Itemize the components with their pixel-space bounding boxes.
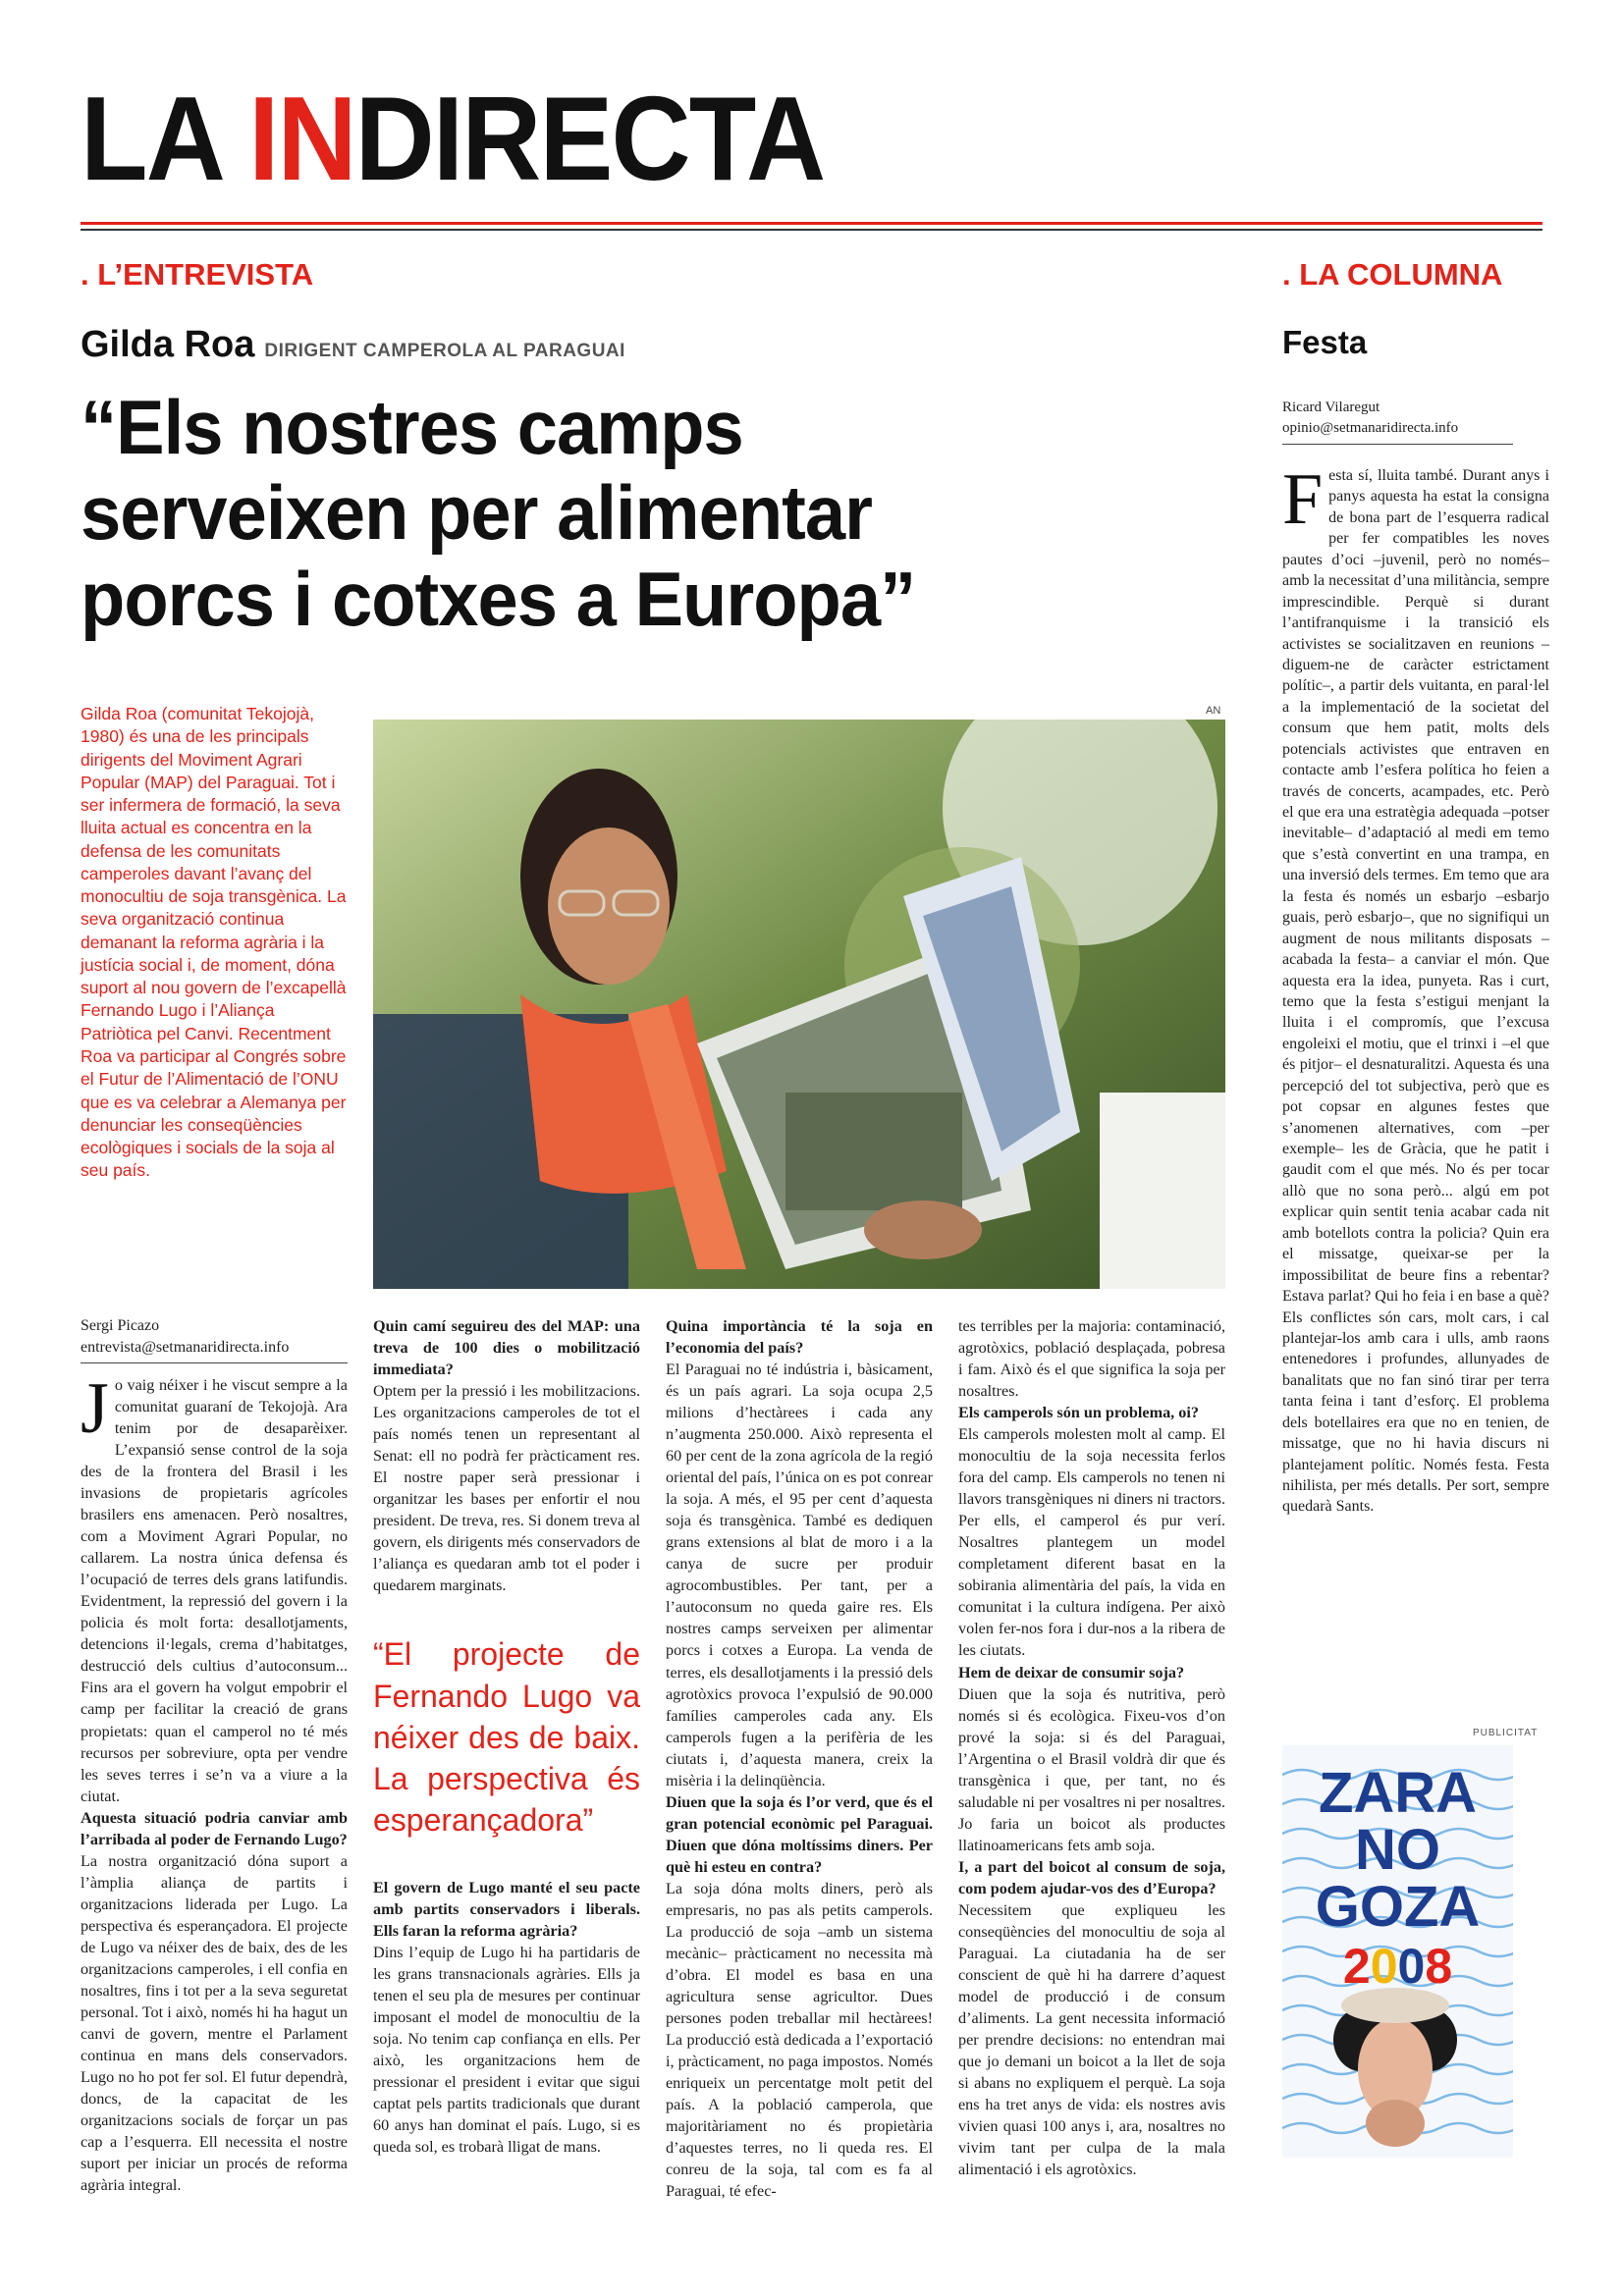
interview-column-1 [81,1368,348,2196]
ad-line-2: NO [1355,1818,1440,1882]
answer-paragraph: La soja dóna molts diners, però als empresaris, no pas als petits camperols. La producció de soja –amb un sistema mecànic– pràcticament no necessita mà d’obra. El model es basa en una agricultura sense agricultor. Dues persones poden treballar mil hectàrees! La producció està dedicada a l’exportació i, pràcticament, no paga impostos. Només enriqueix un percentatge molt petit del país. A la població camperola, que majoritàriament no és propietària d’aquestes terres, no li queda res. El conreu de la soja, tal com es fa al Paraguai, té efec- [666,1879,933,2201]
interview-author: Sergi Picazo [81,1317,160,1334]
ad-year-text [1343,1939,1452,1994]
interview-column-2 [373,1315,640,2158]
answer-paragraph: Els camperols molesten molt al camp. El monocultiu de la soja necessita ferlos fora del camp. Els camperols no tenen ni llavors transgèniques ni diners ni tractors. Per ells, el camperol és pur verí. Nosaltres plantegem un model completament diferent basat en la sobirania alimentària del país, la vida en comunitat i la cultura indígena. Per això volen fer-nos fora i dur-nos a la ribera de les ciutats. [958,1425,1225,1660]
ad-year-digit: 0 [1370,1939,1398,1994]
masthead-highlight: IN [248,72,355,205]
answer-paragraph: Optem per la pressió i les mobilitzacions. Les organitzacions camperoles de tot el país només tenen un representant al Senat: ell no podrà fer pràcticament res. El nostre paper serà pressionar i organitzar les bases per enfortir el nou president. De treva, res. Si donem treva al govern, els dirigents més conservadors de l’aliança es quedaran amb tot el poder i quedarem marginats. [373,1382,640,1595]
interviewee-role: DIRIGENT CAMPEROLA AL PARAGUAI [264,341,625,361]
section-column: . LA COLUMNA [1282,257,1503,292]
ad-title [1282,1761,1513,1939]
ad-year-digit: 2 [1342,1939,1371,1994]
interviewee-name: Gilda Roa [81,324,255,365]
answer-paragraph: tes terribles per la majoria: contaminació, agrotòxics, població desplaçada, pobresa i fam. Això és el que significa la soja per nosaltres. [958,1317,1225,1401]
answer-paragraph: Necessitem que expliqueu les conseqüències del monocultiu de soja al Paraguai. La ciutadania ha de ser conscient de què hi ha darrere d’aquest model de producció i de consum d’aliments. La gent necessita informació per prendre decisions: no entendran mai que jo demani un boicot a la llet de soja si abans no expliquem el perquè. La soja ens ha tret anys de vida: els nostres avis vivien quasi 100 anys i, ara, nosaltres no vivim tant per culpa de la mala alimentació i els agrotòxics. [958,1900,1225,2179]
column-dropcap: F [1282,459,1324,540]
column-title: Festa [1282,324,1368,360]
question: Diuen que la soja és l’or verd, que és el gran potencial econòmic pel Paraguai. Diuen que dóna moltíssims diners. Per què hi esteu en contra? [666,1792,933,1876]
question: Els camperols són un problema, oi? [958,1404,1199,1422]
dropcap: J [81,1368,109,1449]
question: Aquesta situació podria canviar amb l’arribada al poder de Fernando Lugo? [81,1808,348,1848]
interviewee-line [81,324,625,366]
headline-line-1: “Els nostres camps [81,384,743,470]
column-author-email: opinio@setmanaridirecta.info [1282,420,1459,436]
intro-text: Gilda Roa (comunitat Tekojojà, 1980) és una de les principals dirigents del Moviment Agrari Popular (MAP) del Paraguai. Tot i ser infermera de formació, la seva lluita actual es concentra en la defensa de les comunitats camperoles davant l’avanç del monocultiu de soja transgènica. La seva organització continua demanant la reforma agrària i la justícia social i, de moment, dóna suport al nou govern de l’excapellà Fernando Lugo i l’Aliança Patriòtica pel Canvi. Recentment Roa va participar al Congrés sobre el Futur de l’Alimentació de l’ONU que es va celebrar a Alemanya per denunciar les conseqüències ecològiques i socials de la soja al seu país. [81,704,347,1181]
headline-line-2: serveixen per alimentar [81,469,873,557]
masthead-rule-red [81,222,1542,225]
question: Quin camí seguireu des del MAP: una treva de 100 dies o mobilització immediata? [373,1317,640,1379]
pull-quote: “El projecte de Fernando Lugo va néixer des de baix. La perspectiva és esperançadora” [373,1636,640,1839]
masthead-part3: DIRECTA [354,72,825,205]
answer-paragraph: o vaig néixer i he viscut sempre a la comunitat guaraní de Tekojojà. Ara tenim por de desaparèixer. L’expansió sense control de la soja des de la frontera del Brasil i les invasions de propietaris agrícoles brasilers ens amenacen. Però nosaltres, com a Moviment Agrari Popular, no callarem. La nostra única defensa és l’ocupació de terres dels grans latifundis. Evidentment, la repressió del govern i la policia és molt forta: desallotjaments, detencions il·legals, crema d’habitatges, destrucció dels cultius d’autoconsum... Fins ara el govern ha volgut empobrir el camp per facilitar la creació de grans propietats: quan el camperol no té més recursos per sobreviure, opta per vendre les seves terres i se’n va a viure a la ciutat. [81,1376,348,1805]
ad-line-1: ZARA [1318,1761,1478,1825]
masthead-logo [81,72,825,205]
ad-line-3: GOZA [1315,1875,1481,1939]
interview-photo [373,720,1225,1289]
ad-year-digit: 0 [1397,1939,1426,1994]
interview-column-3 [666,1315,933,2202]
photo-credit: AN [1206,705,1221,717]
ad-zara-no-goza[interactable] [1282,1745,1513,2158]
answer-paragraph: El Paraguai no té indústria i, bàsicament, és un país agrari. La soja ocupa 2,5 milions d’hectàrees i cada any n’augmenta 250.000. Això representa el 60 per cent de la zona agrícola de la regió oriental del país, l’única on es pot conrear la soja. A més, el 95 per cent d’aquesta soja és transgènica. També es dediquen grans extensions al blat de moro i a la canya de sucre per produir agrocombustibles. Per tant, per a l’autoconsum no queda gaire res. Els nostres camps serveixen per alimentar porcs i cotxes a Europa. La venda de terres, els desallotjaments i la pressió dels agrotòxics provoca l’expulsió de 90.000 famílies camperoles cada any. Els camperols fugen a la perifèria de les ciutats i, d’aquesta manera, creix la misèria i la delinqüència. [666,1361,933,1789]
question: El govern de Lugo manté el seu pacte amb partits conservadors i liberals. Ells faran la reforma agrària? [373,1878,640,1940]
headline [81,385,1200,642]
ad-year-digit: 8 [1425,1939,1453,1994]
ad-year [1282,1938,1513,1995]
column-byline-rule [1282,444,1513,445]
masthead-rule-dark [81,229,1542,231]
interview-column-4 [958,1315,1225,2180]
answer-paragraph: Dins l’equip de Lugo hi ha partidaris de les grans transnacionals agràries. Ells ja tenen el seu pla de mesures per continuar imposant el model de monocultiu de la soja. No tenim cap confiança en ells. Per això, les organitzacions hem de pressionar el president i evitar que sigui captat pels partits tradicionals que durant 60 anys han dominat el país. Lugo, si es queda sol, es trobarà lligat de mans. [373,1943,640,2156]
answer-paragraph: La nostra organització dóna suport a l’àmplia aliança de partits i organitzacions liderada per Lugo. La perspectiva és esperançadora. El projecte de Lugo va néixer des de baix, des de les organitzacions camperoles, i ell confia en nosaltres, fins i tot per a la seva seguretat personal. Tot i això, només hi ha hagut un canvi de govern, mentre el Parlament continua en mans dels conservadors. Lugo no ho pot fer sol. El futur dependrà, doncs, de la capacitat de les organitzacions socials de forçar un pas cap a l’esquerra. Ell necessita el nostre suport per iniciar un procés de reforma agrària integral. [81,1851,348,2195]
column-body [1282,459,1549,1518]
column-text: esta sí, lluita també. Durant anys i panys aquesta ha estat la consigna de bona part de l’esquerra radical per fer compatibles les noves pautes d’oci –juvenil, però no només– amb la necessitat d’una militància, sempre imprescindible. Perquè si durant l’antifranquisme i la transició els activistes se socialitzaven en reunions –diguem-ne de caràcter estrictament polític–, a partir dels vuitanta, en paral·lel a la implementació de la societat del consum que hem patit, molts dels potencials activistes que entraven en contacte amb l’esfera política ho feien a través de concerts, acampades, etc. Però el que era una estratègia adequada –potser inevitable– d’adaptació al medi em temo que s’està convertint en una trampa, en una inversió dels termes. Em temo que ara la festa és només un esbarjo –esbarjo guais, però esbarjo–, que no signifiqui un augment de nous militants disposats –acabada la festa– a canviar el món. Que aquesta era la idea, punyeta. Ras i curt, temo que la festa s’estigui menjant la lluita i el compromís, que l’excusa engoleixi el motiu, que el trinxi i –el que és pitjor– el desnaturalitzi. Aquesta és una percepció del tot subjectiva, però que es pot copsar en algunes festes que s’anomenen alternatives, com –per exemple– les de Gràcia, que he patit i gaudit com el que més. No és per tocar allò que no sona però... algú em pot explicar quin sentit tenia acabar cada nit amb botellots contra la policia? Quin era el missatge, queixar-se per la impossibilitat de beure fins a rebentar? Estava parlat? Qui ho feia i en base a què? Els conflictes són cars, molt cars, i cal plantejar-los amb cara i ulls, amb raons entenedores i profundes, allunyades de banalitats que no fan sinó tirar per terra tanta feina i tant d’esforç. El problema dels botellaires era que no en tenien, de missatge, que no hi havia discurs ni plantejament polític. Només festa. Festa nihilista, per més detalls. Per sort, sempre quedarà Sants. [1282,467,1549,1516]
question: I, a part del boicot al consum de soja, com podem ajudar-vos des d’Europa? [958,1857,1225,1897]
interview-byline [81,1315,348,1358]
headline-line-3: porcs i cotxes a Europa” [81,555,916,642]
ad-label: PUBLICITAT [1473,1728,1539,1738]
question: Hem de deixar de consumir soja? [958,1663,1185,1682]
column-byline [1282,398,1513,439]
question: Quina importància té la soja en l’economia del país? [666,1317,933,1358]
answer-paragraph: Diuen que la soja és nutritiva, però només si és ecològica. Fixeu-vos d’on prové la soja: si és del Paraguai, l’Argentina o el Brasil voldrà dir que és transgènica i que, per tant, no és saludable ni per vosaltres ni per nosaltres. Jo faria un boicot als productes llatinoamericans fets amb soja. [958,1684,1225,1854]
interview-author-email: entrevista@setmanaridirecta.info [81,1338,290,1356]
interview-photo-illustration [373,720,1225,1289]
column-author: Ricard Vilaregut [1282,400,1380,415]
byline-rule [81,1362,348,1363]
masthead-part1: LA [81,72,249,205]
section-interview: . L’ENTREVISTA [81,257,314,292]
